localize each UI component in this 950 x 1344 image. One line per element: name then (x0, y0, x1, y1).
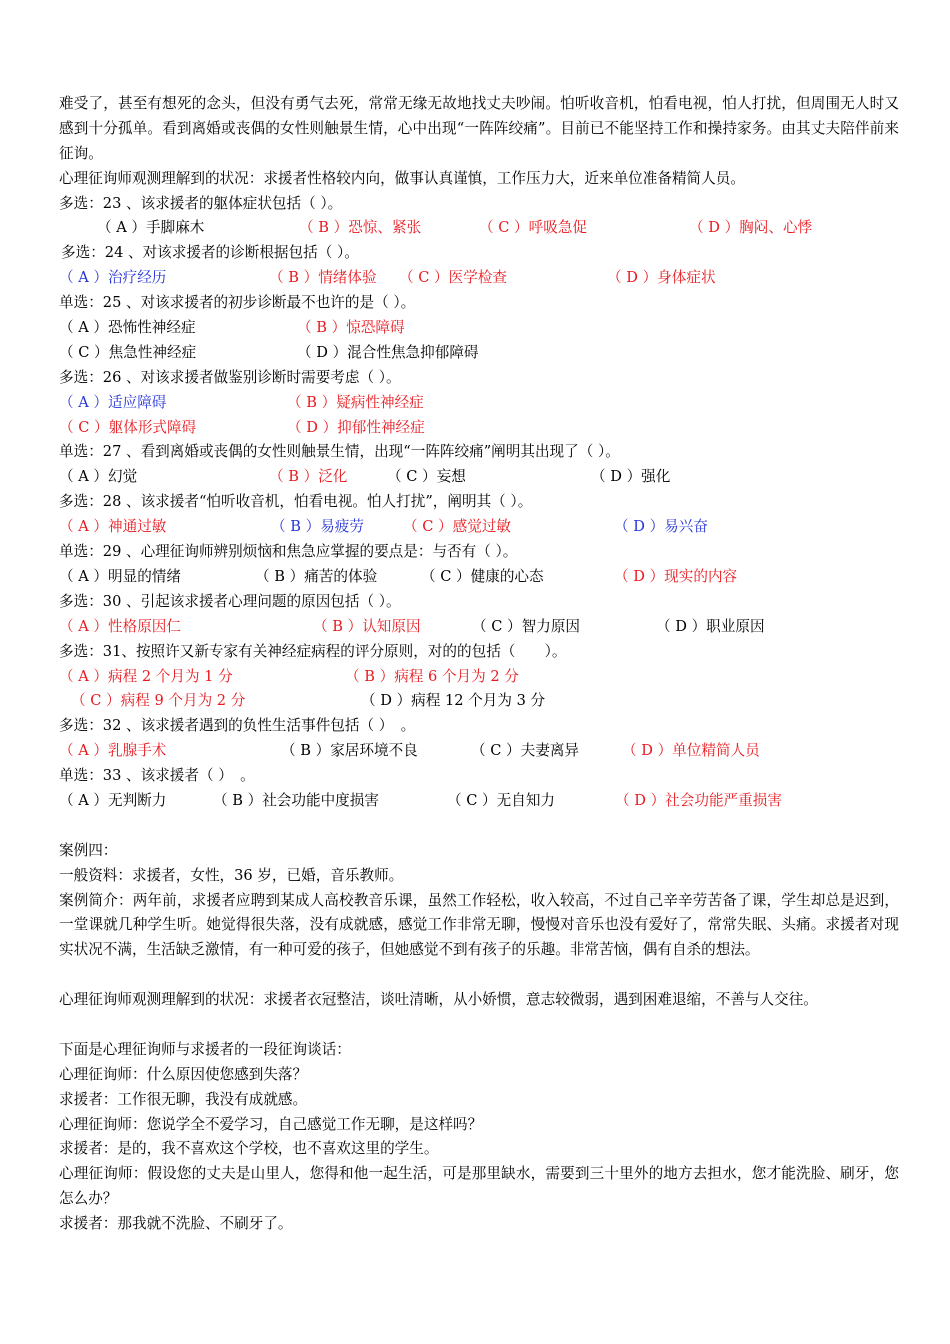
question-24-options (59, 266, 899, 291)
q32-option-c: （ C ）夫妻离异 (471, 742, 580, 760)
question-31-options-row2 (59, 689, 899, 714)
question-27-stem: 单选：27 、看到离婚或丧偶的女性则触景生情，出现“一阵阵绞痛”阐明其出现了（ ）。 (59, 443, 620, 461)
q32-option-b: （ B ）家居环境不良 (281, 742, 418, 760)
q24-option-a: （ A ）治疗经历 (59, 269, 167, 287)
q31-option-d: （ D ）病程 12 个月为 3 分 (361, 692, 546, 710)
q23-option-c: （ C ）呼吸急促 (479, 219, 588, 237)
question-31-stem: 多选：31、按照许又新专家有关神经症病程的评分原则，对的的包括（ ）。 (59, 642, 567, 660)
q27-option-a: （ A ）幻觉 (59, 468, 138, 486)
case4-general-info: 一般资料：求援者，女性，36 岁，已婚，音乐教师。 (59, 866, 404, 884)
q30-option-c: （ C ）智力原因 (472, 617, 581, 635)
dialogue-line: 求援者：工作很无聊，我没有成就感。 (59, 1090, 308, 1108)
q23-option-a: （ A ）手脚麻木 (97, 219, 205, 237)
dialogue-line: 心理征询师：您说学全不爱学习，自己感觉工作无聊，是这样吗？ (59, 1115, 483, 1133)
question-28-stem: 多选：28 、该求援者“怕听收音机，怕看电视。怕人打扰”，阐明其（ ）。 (59, 493, 533, 511)
q25-option-d: （ D ）混合性焦急抑郁障碍 (297, 343, 479, 361)
question-25-stem: 单选：25 、对该求援者的初步诊断最不也许的是（ ）。 (59, 294, 416, 312)
q28-option-a: （ A ）神通过敏 (59, 518, 167, 536)
q30-option-d: （ D ）职业原因 (656, 617, 765, 635)
question-25-options-row2 (59, 341, 899, 366)
q31-option-a: （ A ）病程 2 个月为 1 分 (59, 667, 233, 685)
question-24-stem: 多选：24 、对该求援者的诊断根据包括（ ）。 (61, 244, 359, 262)
question-33-stem: 单选：33 、该求援者（ ） 。 (59, 767, 255, 785)
question-27-options (59, 465, 899, 490)
q27-option-b: （ B ）泛化 (269, 468, 348, 486)
case4-dialogue-intro: 下面是心理征询师与求援者的一段征询谈话： (59, 1040, 351, 1058)
question-30-options (59, 615, 899, 640)
q27-option-c: （ C ）妄想 (387, 468, 466, 486)
question-26-stem: 多选：26 、对该求援者做鉴别诊断时需要考虑（ ）。 (59, 368, 401, 386)
q29-option-d: （ D ）现实的内容 (614, 567, 738, 585)
q26-option-d: （ D ）抑郁性神经症 (287, 418, 425, 436)
question-32-stem: 多选：32 、该求援者遇到的负性生活事件包括（ ） 。 (59, 717, 416, 735)
q28-option-d: （ D ）易兴奋 (614, 518, 708, 536)
q29-option-a: （ A ）明显的情绪 (59, 567, 181, 585)
question-30-stem: 多选：30 、引起该求援者心理问题的原因包括（ ）。 (59, 592, 401, 610)
q25-option-a: （ A ）恐怖性神经症 (59, 319, 196, 337)
q23-option-d: （ D ）胸闷、心悸 (689, 219, 813, 237)
q30-option-b: （ B ）认知原因 (313, 617, 421, 635)
q29-option-b: （ B ）痛苦的体验 (255, 567, 378, 585)
q33-option-d: （ D ）社会功能严重损害 (615, 791, 782, 809)
dialogue-line: 求援者：那我就不洗脸、不刷牙了。 (59, 1215, 293, 1233)
q28-option-c: （ C ）感觉过敏 (403, 518, 512, 536)
case4-title: 案例四： (59, 841, 118, 859)
dialogue-line: 心理征询师：假设您的丈夫是山里人，您得和他一起生活，可是那里缺水，需要到三十里外的地方去担水，您才能洗脸、刷牙，您怎么办？ (59, 1165, 899, 1208)
question-29-stem: 单选：29 、心理征询师辨别烦恼和焦急应掌握的要点是：与否有（ ）。 (59, 543, 518, 561)
question-25-options-row1 (59, 316, 899, 341)
q26-option-b: （ B ）疑病性神经症 (287, 393, 424, 411)
q24-option-d: （ D ）身体症状 (607, 269, 716, 287)
question-33-options (59, 789, 899, 814)
intro-observation: 心理征询师观测理解到的状况：求援者性格较内向，做事认真谨慎，工作压力大，近来单位准备精简人员。 (59, 169, 745, 187)
dialogue-line: 求援者：是的，我不喜欢这个学校，也不喜欢这里的学生。 (59, 1140, 439, 1158)
case4-summary: 案例简介：两年前，求援者应聘到某成人高校教音乐课，虽然工作轻松，收入较高，不过自己辛辛劳苦备了课，学生却总是迟到，一堂课就几种学生听。她觉得很失落，没有成就感，感觉工作非常无聊，慢慢对音乐也没有爱好了，常常失眠、头痛。求援者对现实状况不满，生活缺乏激情，有一种可爱的孩子，但她感觉不到有孩子的乐趣。非常苦恼，偶有自杀的想法。 (59, 891, 899, 959)
q31-option-c: （ C ）病程 9 个月为 2 分 (71, 692, 246, 710)
q33-option-b: （ B ）社会功能中度损害 (213, 791, 379, 809)
intro-paragraph: 难受了，甚至有想死的念头，但没有勇气去死，常常无缘无故地找丈夫吵闹。怕听收音机，怕看电视，怕人打扰，但周围无人时又感到十分孤单。看到离婚或丧偶的女性则触景生情，心中出现“一阵阵绞痛”。目前已不能坚持工作和操持家务。由其丈夫陪伴前来征询。 (59, 95, 899, 162)
q24-option-c: （ C ）医学检查 (399, 269, 508, 287)
question-29-options (59, 565, 899, 590)
document-page (59, 92, 899, 1237)
q29-option-c: （ C ）健康的心态 (421, 567, 544, 585)
question-28-options (59, 515, 899, 540)
section-gap (59, 814, 899, 839)
question-23-stem: 多选：23 、该求援者的躯体症状包括（ ）。 (59, 194, 343, 212)
q23-option-b: （ B ）恐惊、紧张 (299, 219, 422, 237)
case4-observation: 心理征询师观测理解到的状况：求援者衣冠整洁，谈吐清晰，从小娇惯，意志较微弱，遇到困难退缩，不善与人交往。 (59, 991, 818, 1009)
q25-option-b: （ B ）惊恐障碍 (297, 319, 405, 337)
q33-option-a: （ A ）无判断力 (59, 791, 167, 809)
question-32-options (59, 739, 899, 764)
q32-option-d: （ D ）单位精简人员 (622, 742, 760, 760)
question-23-options (59, 216, 899, 241)
q30-option-a: （ A ）性格原因仁 (59, 617, 181, 635)
q33-option-c: （ C ）无自知力 (447, 791, 556, 809)
q28-option-b: （ B ）易疲劳 (271, 518, 364, 536)
question-31-options-row1 (59, 665, 899, 690)
q24-option-b: （ B ）情绪体验 (269, 269, 377, 287)
question-26-options-row2 (59, 416, 899, 441)
q32-option-a: （ A ）乳腺手术 (59, 742, 167, 760)
q26-option-c: （ C ）躯体形式障碍 (59, 418, 197, 436)
question-26-options-row1 (59, 391, 899, 416)
q31-option-b: （ B ）病程 6 个月为 2 分 (345, 667, 519, 685)
dialogue-line: 心理征询师：什么原因使您感到失落？ (59, 1065, 308, 1083)
q26-option-a: （ A ）适应障碍 (59, 393, 167, 411)
q27-option-d: （ D ）强化 (591, 468, 671, 486)
q25-option-c: （ C ）焦急性神经症 (59, 343, 197, 361)
